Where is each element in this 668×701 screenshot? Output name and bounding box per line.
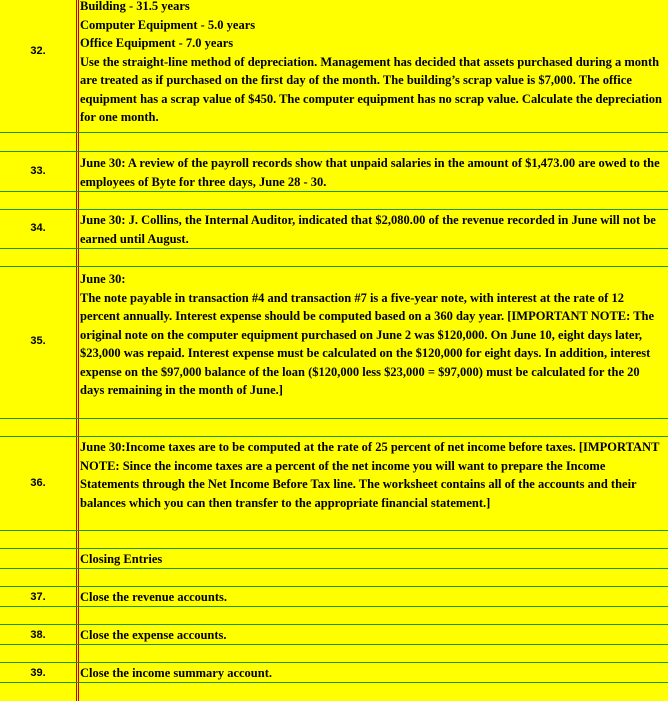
- margin-line-left: [76, 0, 77, 701]
- row-border: [0, 624, 668, 625]
- closing-entries-heading: Closing Entries: [80, 552, 163, 566]
- item-number-39: 39.: [30, 667, 46, 679]
- row-border: [0, 530, 668, 531]
- item-33-text: June 30: A review of the payroll records show that unpaid salaries in the amount of $1,473.00 are owed to the employees of Byte for three days, June 28 - 30.: [80, 156, 660, 189]
- item-35-heading: June 30:: [80, 272, 126, 286]
- row-border: [0, 209, 668, 210]
- item-38-text: Close the expense accounts.: [80, 628, 227, 642]
- item-number-33: 33.: [30, 165, 46, 177]
- item-number-34: 34.: [30, 222, 46, 234]
- item-32-text: [80, 0, 664, 127]
- item-32-line-office: Office Equipment - 7.0 years: [80, 36, 234, 50]
- item-34-text: June 30: J. Collins, the Internal Auditor, indicated that $2,080.00 of the revenue recorded in June will not be earned until August.: [80, 213, 656, 246]
- row-border: [0, 266, 668, 267]
- margin-line-right: [78, 0, 79, 701]
- item-35-body: The note payable in transaction #4 and transaction #7 is a five-year note, with interest at the rate of 12 percent annually. Interest expense should be computed based on a 360 day year. [IMPORTANT NOTE: The original note on the computer equipment purchased on June 2 was $120,000. On June 10, eight days later, $23,000 was repaid. Interest expense must be calculated on the $120,000 for eight days. In addition, interest expense on the $97,000 balance of the loan ($120,000 less $23,000 = $97,000) must be calculated for the 20 days remaining in the month of June.]: [80, 290, 655, 397]
- row-border: [0, 548, 668, 549]
- row-border: [0, 436, 668, 437]
- item-37-text: Close the revenue accounts.: [80, 590, 227, 604]
- row-border: [0, 151, 668, 152]
- item-number-37: 37.: [30, 591, 46, 603]
- row-border: [0, 662, 668, 663]
- item-number-32: 32.: [30, 45, 46, 57]
- row-border: [0, 191, 668, 192]
- item-39-text: Close the income summary account.: [80, 666, 272, 680]
- item-number-36: 36.: [30, 477, 46, 489]
- row-border: [0, 586, 668, 587]
- row-border: [0, 418, 668, 419]
- item-number-35: 35.: [30, 335, 46, 347]
- item-32-body: Use the straight-line method of depreciation. Management has decided that assets purchased during a month are treated as if purchased on the first day of the month. The building’s scrap value is $7,000. The office equipment has a scrap value of $450. The computer equipment has no scrap value. Calculate the depreciation for one month.: [80, 54, 662, 124]
- item-35-text: [80, 270, 664, 400]
- item-32-line-building: Building - 31.5 years: [80, 0, 190, 13]
- item-number-38: 38.: [30, 629, 46, 641]
- item-32-line-computer: Computer Equipment - 5.0 years: [80, 17, 256, 32]
- item-36-text: June 30:Income taxes are to be computed at the rate of 25 percent of net income before taxes. [IMPORTANT NOTE: Since the income taxes are a percent of the net income you will want to prepare the Income Statements through the Net Income Before Tax line. The worksheet contains all of the accounts and their balances which you can then transfer to the appropriate financial statement.]: [80, 440, 660, 510]
- row-border: [0, 248, 668, 249]
- row-border: [0, 132, 668, 133]
